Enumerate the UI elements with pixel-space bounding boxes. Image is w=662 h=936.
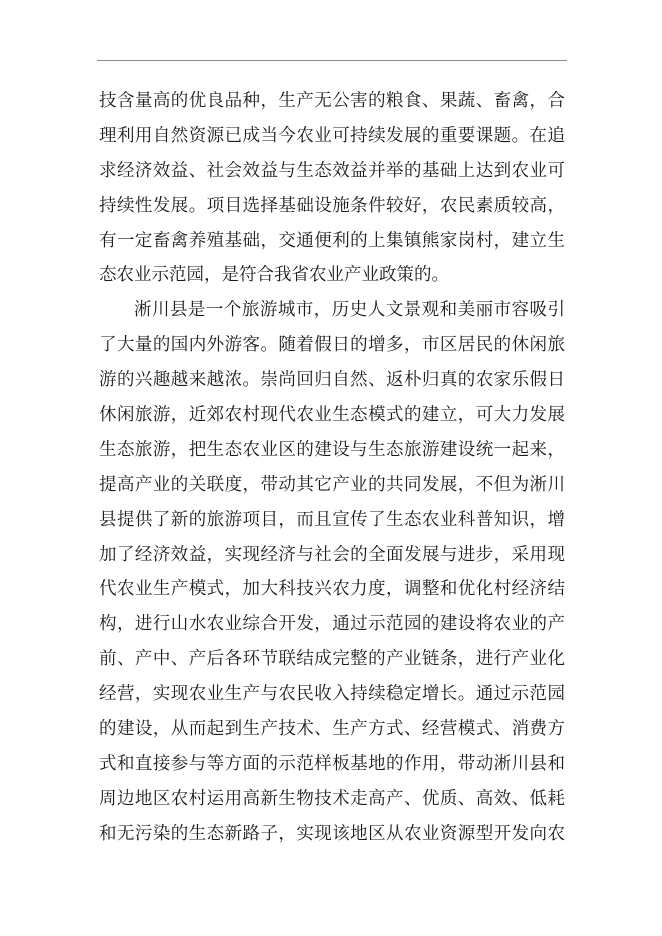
text-line: 了大量的国内外游客。随着假日的增多，市区居民的休闲旅 <box>99 335 565 356</box>
text-line: 淅川县是一个旅游城市，历史人文景观和美丽市容吸引 <box>134 300 565 321</box>
text-line: 代农业生产模式，加大科技兴农力度，调整和优化村经济结 <box>99 579 565 600</box>
text-line: 构，进行山水农业综合开发，通过示范园的建设将农业的产 <box>99 614 565 635</box>
text-line: 游的兴趣越来越浓。崇尚回归自然、返朴归真的农家乐假日 <box>99 370 565 391</box>
text-line: 经营，实现农业生产与农民收入持续稳定增长。通过示范园 <box>99 684 565 705</box>
text-line: 生态旅游，把生态农业区的建设与生态旅游建设统一起来， <box>99 439 565 460</box>
text-line: 态农业示范园，是符合我省农业产业政策的。 <box>99 265 449 286</box>
text-line: 县提供了新的旅游项目，而且宣传了生态农业科普知识，增 <box>99 509 565 530</box>
text-line: 前、产中、产后各环节联结成完整的产业链条，进行产业化 <box>99 649 565 670</box>
text-line: 技含量高的优良品种，生产无公害的粮食、果蔬、畜禽，合 <box>99 91 565 111</box>
paragraph-2 <box>99 293 565 851</box>
text-line: 和无污染的生态新路子，实现该地区从农业资源型开发向农 <box>99 823 565 844</box>
text-line: 持续性发展。项目选择基础设施条件较好，农民素质较高， <box>99 195 565 216</box>
paragraph-1 <box>99 84 565 293</box>
text-line: 加了经济效益，实现经济与社会的全面发展与进步，采用现 <box>99 544 565 565</box>
text-line: 周边地区农村运用高新生物技术走高产、优质、高效、低耗 <box>99 788 565 809</box>
header-rule <box>97 60 567 61</box>
text-line: 式和直接参与等方面的示范样板基地的作用，带动淅川县和 <box>99 753 565 774</box>
text-line: 求经济效益、社会效益与生态效益并举的基础上达到农业可 <box>99 160 565 181</box>
text-line: 有一定畜禽养殖基础，交通便利的上集镇熊家岗村，建立生 <box>99 230 565 251</box>
text-line: 的建设，从而起到生产技术、生产方式、经营模式、消费方 <box>99 719 565 740</box>
text-line: 理利用自然资源已成当今农业可持续发展的重要课题。在追 <box>99 125 565 146</box>
text-line: 休闲旅游，近郊农村现代农业生态模式的建立，可大力发展 <box>99 405 565 426</box>
text-line: 提高产业的关联度，带动其它产业的共同发展，不但为淅川 <box>99 474 565 495</box>
body-text <box>99 84 565 852</box>
